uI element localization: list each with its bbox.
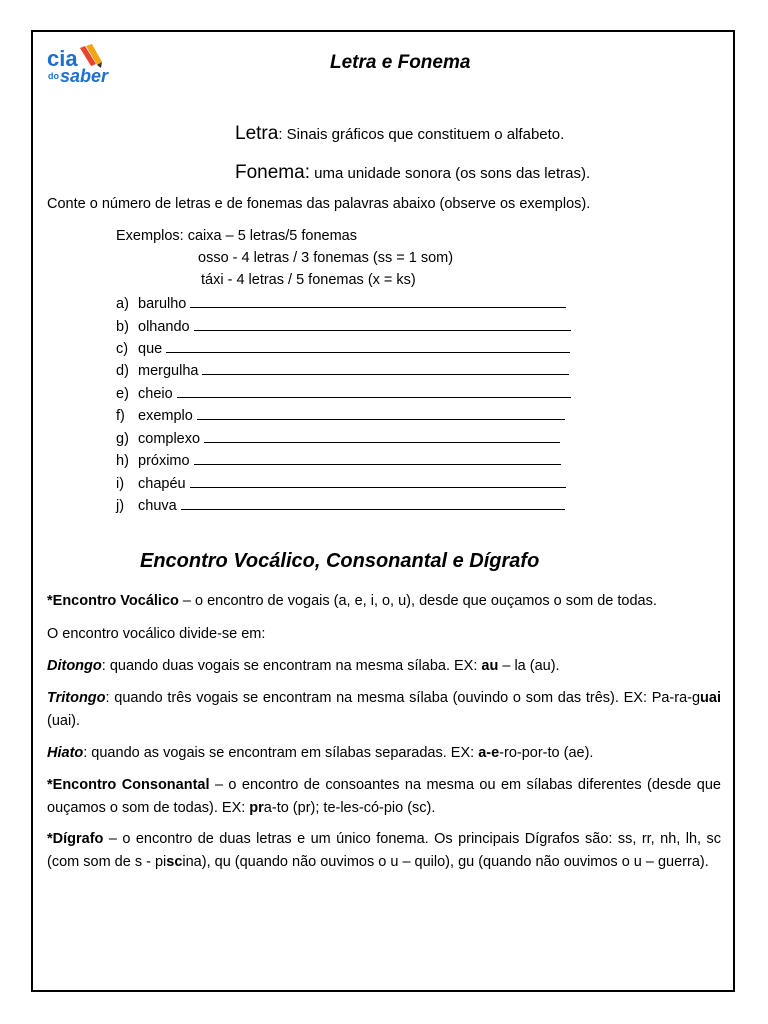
item-word: mergulha (138, 363, 199, 379)
exercise-item (116, 385, 571, 402)
item-letter: a) (116, 296, 129, 312)
example-line: osso - 4 letras / 3 fonemas (ss = 1 som) (198, 250, 454, 266)
paragraph-text: – la (au). (498, 658, 560, 674)
item-word: barulho (138, 296, 187, 312)
item-letter: h) (116, 453, 129, 469)
exercise-item (116, 318, 571, 335)
item-word: chapéu (138, 476, 186, 492)
definition-text: : Sinais gráficos que constituem o alfabeto. (278, 126, 565, 143)
bold-example: uai (700, 690, 721, 706)
bold-term: *Dígrafo (47, 831, 104, 847)
bold-example: a-e (478, 745, 500, 761)
paragraph-hiato (47, 742, 721, 765)
paragraph-digrafo (47, 828, 721, 874)
definition-fonema (235, 162, 590, 184)
logo-text-top: cia (47, 46, 78, 71)
paragraph-encontro-consonantal (47, 774, 721, 820)
item-word: exemplo (138, 408, 193, 424)
answer-line[interactable] (190, 295, 566, 308)
answer-line[interactable] (194, 318, 571, 331)
answer-line[interactable] (190, 475, 566, 488)
answer-line[interactable] (204, 430, 560, 443)
bold-example: au (481, 658, 499, 674)
answer-line[interactable] (202, 362, 569, 375)
item-word: cheio (138, 386, 173, 402)
bold-example: pr (249, 800, 264, 816)
pencil-icon (80, 44, 102, 68)
example-line: táxi - 4 letras / 5 fonemas (x = ks) (201, 272, 416, 288)
bold-example: sc (166, 854, 183, 870)
item-letter: f) (116, 408, 125, 424)
item-letter: d) (116, 363, 129, 379)
page-title: Letra e Fonema (330, 52, 471, 73)
exercise-item (116, 362, 569, 379)
paragraph-text: a-to (pr); te-les-có-pio (sc). (263, 800, 436, 816)
definition-term: Fonema: (235, 162, 310, 183)
exercise-item (116, 497, 565, 514)
logo-text-small: do (48, 71, 59, 81)
paragraph-text: ina), qu (quando não ouvimos o u – quilo), gu (quando não ouvimos o u – guerra). (182, 854, 709, 870)
item-word: próximo (138, 453, 190, 469)
exercise-item (116, 452, 561, 469)
cia-do-saber-logo (46, 42, 130, 86)
item-word: que (138, 341, 163, 357)
item-word: chuva (138, 498, 177, 514)
definition-term: Letra (235, 123, 279, 144)
italic-term: Ditongo (47, 658, 102, 674)
exercise-item (116, 295, 566, 312)
item-word: olhando (138, 319, 190, 335)
paragraph-tritongo (47, 687, 721, 733)
instruction-text: Conte o número de letras e de fonemas das palavras abaixo (observe os exemplos). (47, 196, 591, 212)
exercise-item (116, 430, 560, 447)
item-letter: j) (116, 498, 125, 514)
item-letter: b) (116, 319, 129, 335)
paragraph-text: : quando as vogais se encontram em sílabas separadas. EX: (83, 745, 479, 761)
answer-line[interactable] (197, 407, 565, 420)
exercise-item (116, 475, 566, 492)
item-letter: c) (116, 341, 129, 357)
item-letter: e) (116, 386, 129, 402)
logo-text-bottom: saber (60, 66, 109, 86)
paragraph-ditongo (47, 655, 721, 678)
italic-term: Tritongo (47, 690, 106, 706)
item-letter: g) (116, 431, 129, 447)
exercise-item (116, 407, 565, 424)
answer-line[interactable] (194, 452, 561, 465)
paragraph-text: – o encontro de duas letras e um único fonema. Os principais Dígrafos são: ss, rr, nh, lh, sc (com som de s - pi (47, 831, 721, 870)
item-letter: i) (116, 476, 125, 492)
bold-term: *Encontro Vocálico (47, 593, 179, 609)
answer-line[interactable] (166, 340, 570, 353)
paragraph-text: – o encontro de consoantes na mesma ou em sílabas diferentes (desde que ouçamos o som de todas). EX: (47, 777, 721, 816)
item-word: complexo (138, 431, 201, 447)
section-title: Encontro Vocálico, Consonantal e Dígrafo (140, 550, 540, 572)
answer-line[interactable] (181, 497, 565, 510)
italic-term: Hiato (47, 745, 84, 761)
exercise-item (116, 340, 570, 357)
paragraph-text: -ro-por-to (ae). (499, 745, 594, 761)
paragraph-text: (uai). (47, 713, 81, 729)
paragraph-text: – o encontro de vogais (a, e, i, o, u), desde que ouçamos o som de todas. (178, 593, 657, 609)
paragraph-text: : quando duas vogais se encontram na mesma sílaba. EX: (101, 658, 482, 674)
definition-text: uma unidade sonora (os sons das letras). (309, 165, 591, 182)
paragraph-encontro-vocalico (47, 590, 721, 613)
paragraph-divisao (47, 623, 721, 646)
paragraph-text: : quando três vogais se encontram na mesma sílaba (ouvindo o som das três). EX: Pa-ra-g (105, 690, 701, 706)
example-line: Exemplos: caixa – 5 letras/5 fonemas (116, 228, 357, 244)
definition-letra (235, 123, 564, 145)
paragraph-text: O encontro vocálico divide-se em: (47, 626, 266, 642)
bold-term: *Encontro Consonantal (47, 777, 210, 793)
answer-line[interactable] (177, 385, 571, 398)
